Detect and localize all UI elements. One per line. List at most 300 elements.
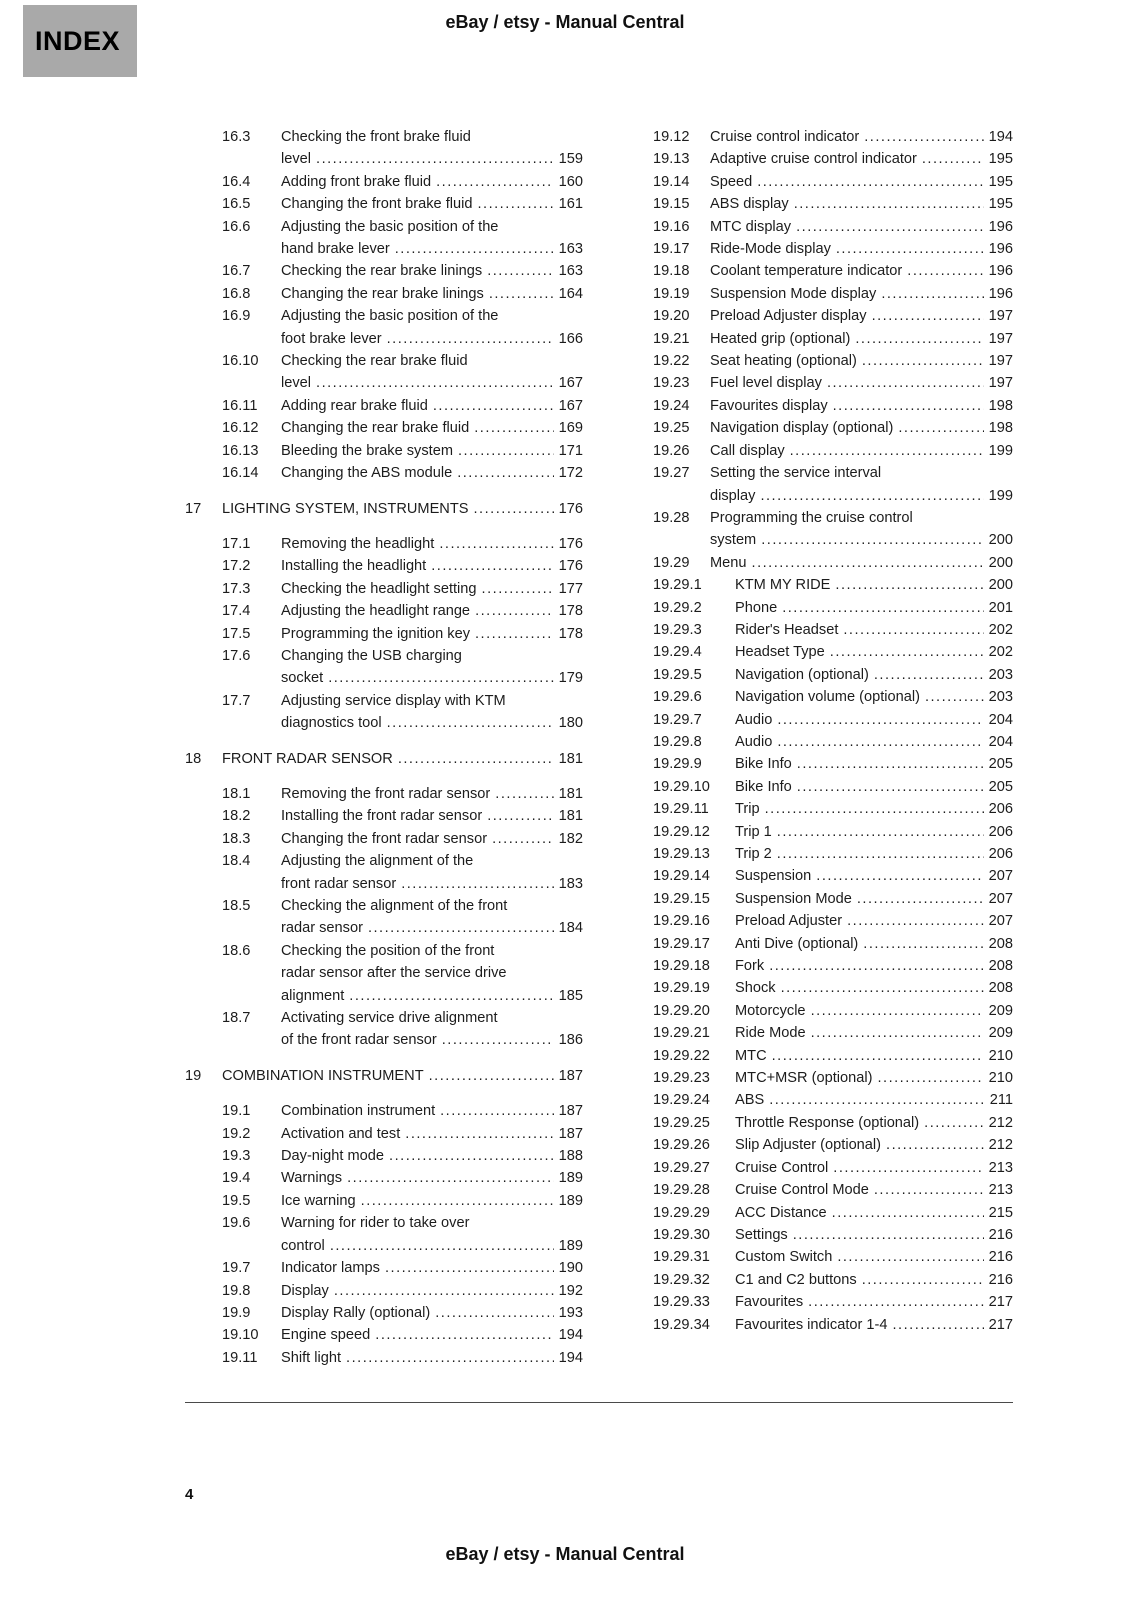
entry-last-line [710, 238, 1013, 260]
entry-title: Coolant temperature indicator [710, 263, 903, 280]
toc-entry [653, 1291, 1013, 1313]
entry-title: Cruise control indicator [710, 129, 860, 145]
entry-title-line: Programming the cruise control [710, 509, 913, 526]
entry-page-number: 169 [558, 420, 583, 437]
entry-title: Fuel level display [710, 375, 822, 392]
leader-dots [863, 933, 984, 955]
entry-number: 19.29.10 [653, 778, 710, 795]
entry-title: Navigation (optional) [735, 666, 869, 683]
entry-last-line [710, 193, 1013, 215]
entry-page-number: 199 [988, 442, 1013, 459]
entry-last-line [281, 171, 583, 193]
index-label: INDEX [35, 25, 121, 56]
entry-title: diagnostics tool [281, 715, 382, 732]
entry-last-line [281, 440, 583, 462]
leader-dots [361, 1190, 554, 1212]
entry-last-line [710, 283, 1013, 305]
entry-page-number: 180 [558, 715, 583, 732]
entry-last-line [281, 1235, 583, 1257]
entry-number: 19.16 [653, 218, 690, 235]
entry-title: Removing the front radar sensor [281, 785, 491, 802]
entry-page-number: 181 [558, 808, 583, 825]
entry-last-line [735, 776, 1013, 798]
entry-number: 19.29.34 [653, 1316, 710, 1333]
entry-number: 19.29.25 [653, 1114, 710, 1131]
entry-page-number: 206 [988, 801, 1013, 818]
entry-title: Bleeding the brake system [281, 442, 453, 459]
entry-page-number: 177 [558, 580, 583, 597]
entry-page-number: 203 [988, 666, 1013, 683]
toc-section-entry [185, 748, 583, 770]
toc-entry [185, 555, 583, 577]
entry-title: Custom Switch [735, 1249, 833, 1266]
entry-page-number: 195 [988, 173, 1013, 190]
leader-dots [495, 783, 554, 805]
leader-dots [477, 193, 554, 215]
entry-title: Navigation volume (optional) [735, 689, 920, 706]
entry-number: 19.29.15 [653, 890, 710, 907]
entry-number: 16.11 [222, 397, 258, 414]
entry-last-line [710, 216, 1013, 238]
entry-title: Cruise Control Mode [735, 1182, 869, 1199]
entry-last-line [735, 1067, 1013, 1089]
toc-entry [185, 171, 583, 193]
toc-entry [653, 171, 1013, 193]
entry-number: 18.7 [222, 1010, 251, 1027]
toc-entry [185, 1007, 583, 1052]
toc-entry [653, 1134, 1013, 1156]
entry-number: 16.14 [222, 465, 259, 482]
entry-page-number: 217 [988, 1294, 1013, 1311]
entry-page-number: 187 [558, 1125, 583, 1142]
entry-number: 16.6 [222, 218, 251, 235]
entry-number: 17.2 [222, 558, 251, 575]
entry-page-number: 183 [558, 875, 583, 892]
entry-number: 19.18 [653, 263, 690, 280]
entry-number: 19.29.24 [653, 1092, 710, 1109]
toc-entry [653, 238, 1013, 260]
entry-page-number: 195 [988, 151, 1013, 168]
toc-entry [653, 910, 1013, 932]
leader-dots [907, 260, 984, 282]
entry-number: 18.3 [222, 830, 251, 847]
entry-number: 19.17 [653, 241, 690, 258]
leader-dots [874, 664, 984, 686]
entry-title: control [281, 1237, 325, 1254]
entry-number: 19.29.16 [653, 913, 710, 930]
entry-title: Programming the ignition key [281, 625, 470, 642]
toc-entry [185, 533, 583, 555]
leader-dots [893, 1314, 985, 1336]
entry-page-number: 197 [988, 375, 1013, 392]
leader-dots [368, 917, 554, 939]
entry-page-number: 176 [558, 535, 583, 552]
entry-title: Changing the front brake fluid [281, 196, 473, 213]
entry-title: Seat heating (optional) [710, 353, 857, 370]
toc-entry [653, 641, 1013, 663]
entry-title-line: Setting the service interval [710, 465, 882, 482]
entry-title: Bike Info [735, 778, 792, 795]
entry-title: LIGHTING SYSTEM, INSTRUMENTS [222, 500, 469, 517]
entry-number: 19.4 [222, 1170, 251, 1187]
toc-entry [653, 1067, 1013, 1089]
entry-page-number: 189 [558, 1237, 583, 1254]
entry-last-line [735, 955, 1013, 977]
toc-entry [653, 283, 1013, 305]
toc-entry [653, 1000, 1013, 1022]
leader-dots [872, 305, 984, 327]
leader-dots [794, 193, 984, 215]
entry-title: ACC Distance [735, 1204, 827, 1221]
toc-entry [653, 977, 1013, 999]
leader-dots [316, 372, 554, 394]
entry-number: 19.29.14 [653, 868, 710, 885]
entry-last-line [735, 1112, 1013, 1134]
entry-last-line [735, 933, 1013, 955]
entry-page-number: 182 [558, 830, 583, 847]
entry-last-line [735, 709, 1013, 731]
toc-entry [185, 783, 583, 805]
entry-page-number: 195 [988, 196, 1013, 213]
entry-page-number: 213 [988, 1159, 1013, 1176]
toc-entry [185, 623, 583, 645]
entry-last-line [710, 305, 1013, 327]
entry-title: Favourites indicator 1-4 [735, 1316, 888, 1333]
toc-entry [185, 216, 583, 261]
leader-dots [777, 731, 984, 753]
entry-last-line [735, 1022, 1013, 1044]
toc-entry [653, 1045, 1013, 1067]
leader-dots [389, 1145, 554, 1167]
entry-title: Slip Adjuster (optional) [735, 1137, 882, 1154]
leader-dots [925, 686, 984, 708]
entry-page-number: 200 [988, 554, 1013, 571]
entry-page-number: 163 [558, 263, 583, 280]
entry-number: 18.1 [222, 785, 251, 802]
entry-title: Speed [710, 173, 753, 190]
entry-last-line [735, 753, 1013, 775]
entry-number: 19.19 [653, 285, 690, 302]
entry-last-line [735, 1157, 1013, 1179]
entry-title: hand brake lever [281, 241, 390, 258]
entry-number: 19.7 [222, 1260, 251, 1277]
toc-entry [185, 1167, 583, 1189]
toc-entry [185, 1302, 583, 1324]
entry-number: 19.8 [222, 1282, 251, 1299]
toc-column-left [185, 126, 583, 1369]
entry-last-line [281, 148, 583, 170]
entry-number: 19.29.4 [653, 644, 702, 661]
entry-page-number: 192 [558, 1282, 583, 1299]
entry-title: Suspension Mode display [710, 285, 877, 302]
leader-dots [790, 440, 984, 462]
entry-page-number: 205 [988, 778, 1013, 795]
entry-title-line: Checking the front brake fluid [281, 129, 471, 145]
entry-last-line [735, 664, 1013, 686]
toc-section-entry [185, 498, 583, 520]
entry-page-number: 210 [988, 1047, 1013, 1064]
entry-page-number: 207 [988, 890, 1013, 907]
entry-page-number: 163 [558, 241, 583, 258]
entry-last-line [281, 238, 583, 260]
leader-dots [385, 1257, 554, 1279]
entry-number: 19.24 [653, 397, 690, 414]
toc-entry [653, 1224, 1013, 1246]
entry-last-line [710, 126, 1013, 148]
entry-title: Checking the rear brake linings [281, 263, 483, 280]
toc-entry [653, 574, 1013, 596]
entry-page-number: 164 [558, 285, 583, 302]
leader-dots [777, 709, 984, 731]
entry-title: front radar sensor [281, 875, 397, 892]
entry-page-number: 176 [558, 558, 583, 575]
entry-title: Shift light [281, 1349, 342, 1366]
entry-number: 19.29.28 [653, 1182, 710, 1199]
entry-title: Ride-Mode display [710, 241, 831, 258]
entry-last-line [710, 440, 1013, 462]
entry-number: 19.29.33 [653, 1294, 710, 1311]
leader-dots [429, 1065, 554, 1087]
entry-page-number: 196 [988, 241, 1013, 258]
entry-last-line [735, 1179, 1013, 1201]
entry-last-line [281, 1123, 583, 1145]
entry-title: Settings [735, 1226, 788, 1243]
leader-dots [457, 462, 554, 484]
entry-page-number: 216 [988, 1271, 1013, 1288]
entry-title: Preload Adjuster [735, 913, 843, 930]
leader-dots [435, 1302, 554, 1324]
entry-number: 19.29.3 [653, 621, 702, 638]
entry-page-number: 186 [558, 1032, 583, 1049]
toc-entry [185, 1123, 583, 1145]
entry-title-line: Adjusting the basic position of the [281, 308, 499, 325]
entry-last-line [710, 417, 1013, 439]
toc-entry [653, 372, 1013, 394]
leader-dots [797, 776, 984, 798]
entry-last-line [710, 529, 1013, 551]
entry-title: Trip 2 [735, 846, 772, 862]
toc-entry [653, 148, 1013, 170]
entry-last-line [281, 1100, 583, 1122]
toc-entry [653, 664, 1013, 686]
leader-dots [436, 171, 554, 193]
entry-page-number: 208 [988, 980, 1013, 997]
toc-entry [185, 828, 583, 850]
entry-page-number: 160 [558, 173, 583, 190]
entry-title: MTC+MSR (optional) [735, 1070, 873, 1087]
entry-last-line [735, 865, 1013, 887]
entry-title: C1 and C2 buttons [735, 1271, 857, 1288]
entry-number: 16.5 [222, 196, 251, 213]
leader-dots [765, 798, 984, 820]
entry-last-line [735, 574, 1013, 596]
toc-entry [185, 1324, 583, 1346]
entry-title: Changing the rear brake linings [281, 285, 484, 302]
leader-dots [782, 597, 984, 619]
toc-entry [185, 578, 583, 600]
entry-last-line [735, 686, 1013, 708]
entry-last-line [710, 552, 1013, 574]
leader-dots [475, 600, 554, 622]
entry-page-number: 190 [558, 1260, 583, 1277]
entry-number: 19.29.27 [653, 1159, 710, 1176]
entry-title: Adding front brake fluid [281, 173, 432, 190]
entry-page-number: 198 [988, 420, 1013, 437]
toc-entry [653, 552, 1013, 574]
entry-title: Installing the front radar sensor [281, 808, 483, 825]
entry-page-number: 188 [558, 1148, 583, 1165]
entry-number: 19.28 [653, 509, 690, 526]
entry-title: Navigation display (optional) [710, 420, 894, 437]
leader-dots [401, 873, 554, 895]
entry-title: Call display [710, 442, 785, 459]
entry-number: 17.6 [222, 647, 251, 664]
entry-number: 16.13 [222, 442, 259, 459]
entry-last-line [710, 485, 1013, 507]
leader-dots [833, 395, 984, 417]
leader-dots [334, 1280, 554, 1302]
entry-page-number: 208 [988, 958, 1013, 975]
entry-last-line [735, 1000, 1013, 1022]
toc-entry [653, 753, 1013, 775]
header-title: eBay / etsy - Manual Central [445, 12, 685, 32]
entry-number: 18.5 [222, 898, 251, 914]
entry-last-line [281, 533, 583, 555]
entry-last-line [735, 1291, 1013, 1313]
entry-page-number: 178 [558, 603, 583, 620]
entry-number: 18.2 [222, 808, 251, 825]
entry-last-line [281, 1280, 583, 1302]
entry-page-number: 171 [558, 442, 583, 459]
leader-dots [862, 350, 984, 372]
entry-page-number: 187 [558, 1067, 583, 1084]
entry-title: foot brake lever [281, 330, 382, 347]
leader-dots [346, 1347, 554, 1369]
entry-title: Engine speed [281, 1327, 371, 1344]
toc-entry [653, 1246, 1013, 1268]
entry-page-number: 211 [989, 1092, 1013, 1109]
entry-page-number: 194 [558, 1327, 583, 1344]
leader-dots [886, 1134, 984, 1156]
toc-entry [185, 1100, 583, 1122]
entry-last-line [222, 498, 583, 520]
toc-entry [185, 1145, 583, 1167]
toc-entry [185, 1280, 583, 1302]
entry-last-line [735, 1314, 1013, 1336]
entry-last-line [710, 148, 1013, 170]
entry-number: 19.29.29 [653, 1204, 710, 1221]
entry-title: Ride Mode [735, 1025, 806, 1042]
entry-title: Preload Adjuster display [710, 308, 867, 325]
entry-page-number: 194 [988, 129, 1013, 145]
entry-last-line [281, 1257, 583, 1279]
entry-page-number: 210 [988, 1070, 1013, 1087]
toc-entry [653, 686, 1013, 708]
leader-dots [793, 1224, 984, 1246]
entry-page-number: 187 [558, 1103, 583, 1120]
entry-last-line [735, 731, 1013, 753]
entry-title: Changing the ABS module [281, 465, 453, 482]
leader-dots [349, 985, 554, 1007]
entry-number: 19.29.11 [653, 801, 709, 818]
entry-last-line [735, 1045, 1013, 1067]
entry-last-line [710, 328, 1013, 350]
leader-dots [836, 238, 984, 260]
entry-number: 19.21 [653, 330, 690, 347]
entry-number: 19.3 [222, 1148, 251, 1165]
footer-title: eBay / etsy - Manual Central [445, 1544, 685, 1564]
entry-last-line [281, 667, 583, 689]
entry-page-number: 197 [988, 330, 1013, 347]
leader-dots [857, 888, 984, 910]
leader-dots [827, 372, 984, 394]
entry-number: 19.14 [653, 173, 690, 190]
toc-entry [653, 305, 1013, 327]
entry-page-number: 189 [558, 1192, 583, 1209]
entry-page-number: 181 [558, 750, 583, 767]
entry-number: 19.29.13 [653, 846, 710, 862]
leader-dots [811, 1000, 984, 1022]
entry-title: Rider's Headset [735, 621, 839, 638]
toc-entry [185, 305, 583, 350]
entry-title: Indicator lamps [281, 1260, 380, 1277]
entry-last-line [710, 372, 1013, 394]
leader-dots [811, 1022, 984, 1044]
entry-page-number: 194 [558, 1349, 583, 1366]
entry-number: 16.7 [222, 263, 251, 280]
toc-entry [653, 126, 1013, 148]
entry-number: 19.29.8 [653, 733, 702, 750]
leader-dots [760, 485, 984, 507]
leader-dots [439, 533, 554, 555]
entry-title: Removing the headlight [281, 535, 435, 552]
entry-last-line [710, 350, 1013, 372]
toc-entry [653, 955, 1013, 977]
entry-last-line [710, 260, 1013, 282]
toc-entry [653, 328, 1013, 350]
entry-page-number: 196 [988, 218, 1013, 235]
toc-entry [185, 850, 583, 895]
leader-dots [833, 1157, 984, 1179]
entry-last-line [281, 1167, 583, 1189]
entry-last-line [281, 328, 583, 350]
entry-title-line: Activating service drive alignment [281, 1010, 498, 1027]
entry-number: 17.7 [222, 692, 251, 709]
toc-entry [653, 1179, 1013, 1201]
toc-entry [653, 1022, 1013, 1044]
entry-last-line [735, 910, 1013, 932]
toc-entry [653, 821, 1013, 843]
leader-dots [316, 148, 554, 170]
entry-number: 19.25 [653, 420, 690, 437]
toc-entry [653, 440, 1013, 462]
entry-page-number: 185 [558, 987, 583, 1004]
entry-last-line [281, 1190, 583, 1212]
entry-title: Favourites display [710, 397, 828, 414]
entry-number: 17.4 [222, 603, 251, 620]
leader-dots [395, 238, 554, 260]
entry-number: 19.13 [653, 151, 690, 168]
toc-entry [185, 1212, 583, 1257]
toc-entry [185, 126, 583, 171]
entry-number: 19.29.20 [653, 1002, 710, 1019]
toc-entry [653, 260, 1013, 282]
entry-last-line [281, 805, 583, 827]
entry-last-line [735, 1134, 1013, 1156]
entry-page-number: 202 [988, 621, 1013, 638]
entry-page-number: 159 [558, 151, 583, 168]
entry-last-line [222, 748, 583, 770]
